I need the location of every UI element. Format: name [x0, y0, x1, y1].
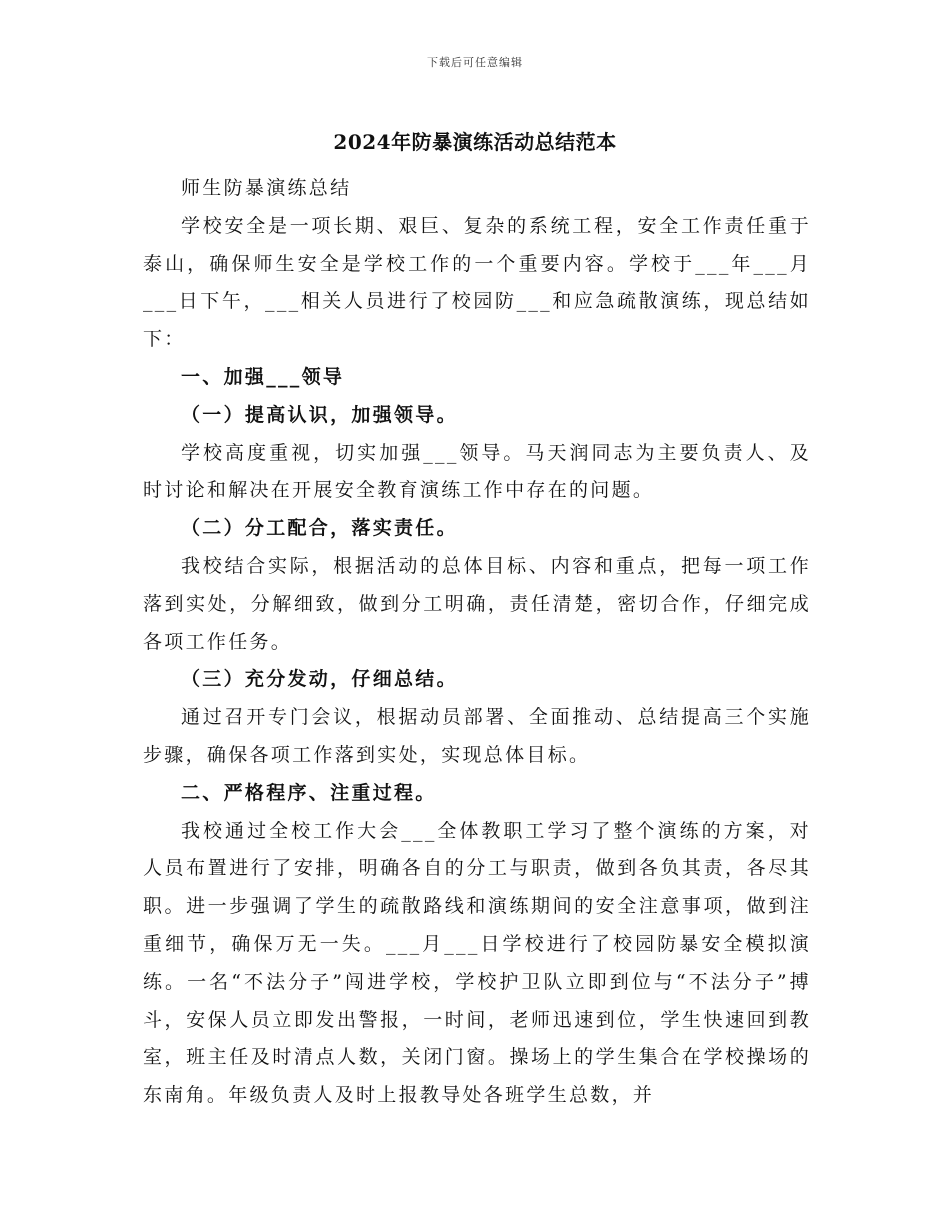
page-header: 下载后可任意编辑 [427, 56, 523, 69]
subsection-heading-2: （二）分工配合，落实责任。 [181, 517, 458, 540]
subsection-heading-1: （一）提高认识，加强领导。 [181, 403, 458, 426]
document-body [143, 170, 811, 1115]
section-heading-1: 一、加强___领导 [181, 365, 345, 388]
subsection-heading-3: （三）充分发动，仔细总结。 [181, 668, 458, 691]
section-heading-2: 二、严格程序、注重过程。 [181, 781, 437, 804]
paragraph-1: 学校高度重视，切实加强___领导。马天润同志为主要负责人、及时讨论和解决在开展安全教育演练工作中存在的问题。 [143, 441, 811, 502]
document-title: 2024年防暴演练活动总结范本 [333, 130, 617, 154]
paragraph-subtitle: 师生防暴演练总结 [181, 177, 352, 199]
paragraph-4: 我校通过全校工作大会___全体教职工学习了整个演练的方案，对人员布置进行了安排，明确各自的分工与职责，做到各负其责，各尽其职。进一步强调了学生的疏散路线和演练期间的安全注意事项，做到注重细节，确保万无一失。___月___日学校进行了校园防暴安全模拟演练。一名“不法分子”闯进学校，学校护卫队立即到位与“不法分子”搏斗，安保人员立即发出警报，一时间，老师迅速到位，学生快速回到教室，班主任及时清点人数，关闭门窗。操场上的学生集合在学校操场的东南角。年级负责人及时上报教导处各班学生总数，并 [143, 819, 811, 1107]
paragraph-2: 我校结合实际，根据活动的总体目标、内容和重点，把每一项工作落到实处，分解细致，做到分工明确，责任清楚，密切合作，仔细完成各项工作任务。 [143, 554, 811, 653]
paragraph-3: 通过召开专门会议，根据动员部署、全面推动、总结提高三个实施步骤，确保各项工作落到实处，实现总体目标。 [143, 706, 811, 766]
paragraph-intro: 学校安全是一项长期、艰巨、复杂的系统工程，安全工作责任重于泰山，确保师生安全是学校工作的一个重要内容。学校于___年___月___日下午，___相关人员进行了校园防___和应急疏散演练，现总结如下： [143, 214, 811, 351]
